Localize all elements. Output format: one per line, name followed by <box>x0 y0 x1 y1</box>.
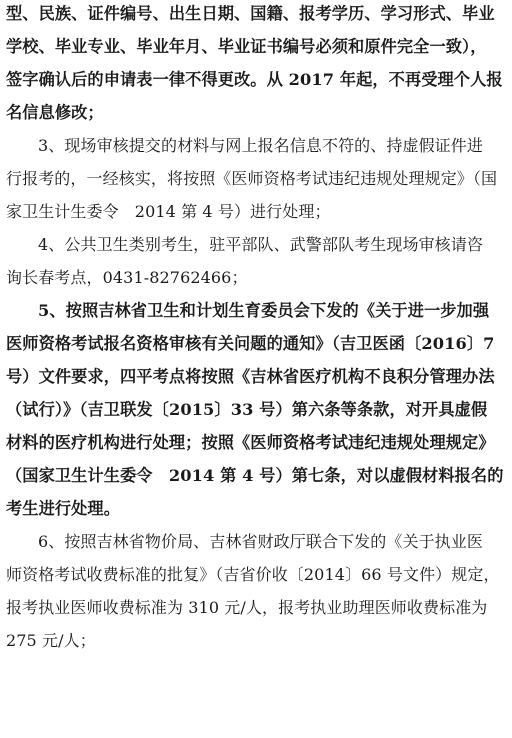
paragraph-line: 考生进行处理。 <box>6 499 121 518</box>
paragraph-line: 275 元/人； <box>6 631 96 650</box>
paragraph-line: 4、公共卫生类别考生，驻平部队、武警部队考生现场审核请咨 <box>38 235 483 254</box>
paragraph-line: 6、按照吉林省物价局、吉林省财政厅联合下发的《关于执业医 <box>38 532 483 551</box>
paragraph-line: 家卫生计生委令 2014 第 4 号）进行处理； <box>6 202 331 221</box>
paragraph-line: 询长春考点，0431-82762466； <box>6 268 248 287</box>
paragraph-line: 名信息修改； <box>6 103 104 122</box>
paragraph-line: 学校、毕业专业、毕业年月、毕业证书编号必须和原件完全一致）， <box>6 37 487 56</box>
paragraph-line: （试行）》（吉卫联发〔2015〕33 号）第六条等条款，对开具虚假 <box>6 400 488 419</box>
paragraph-line: 型、民族、证件编号、出生日期、国籍、报考学历、学习形式、毕业 <box>6 4 495 23</box>
paragraph-line: 师资格考试收费标准的批复》（吉省价收〔2014〕66 号文件）规定， <box>6 565 500 584</box>
document-body <box>6 4 506 664</box>
paragraph-line: （国家卫生计生委令 2014 第 4 号）第七条，对以虚假材料报名的 <box>6 466 504 485</box>
paragraph-line: 号）文件要求，四平考点将按照《吉林省医疗机构不良积分管理办法 <box>6 367 495 386</box>
paragraph-line: 3、现场审核提交的材料与网上报名信息不符的、持虚假证件进 <box>38 136 483 155</box>
paragraph-line: 签字确认后的申请表一律不得更改。从 2017 年起，不再受理个人报 <box>6 70 503 89</box>
paragraph-line: 医师资格考试报名资格审核有关问题的通知》（吉卫医函〔2016〕7 <box>6 334 495 353</box>
paragraph-line: 5、按照吉林省卫生和计划生育委员会下发的《关于进一步加强 <box>38 301 490 320</box>
paragraph-line: 报考执业医师收费标准为 310 元/人，报考执业助理医师收费标准为 <box>6 598 488 617</box>
paragraph-line: 行报考的，一经核实，将按照《医师资格考试违纪违规处理规定》（国 <box>6 169 498 188</box>
paragraph-line: 材料的医疗机构进行处理；按照《医师资格考试违纪违规处理规定》 <box>6 433 495 452</box>
